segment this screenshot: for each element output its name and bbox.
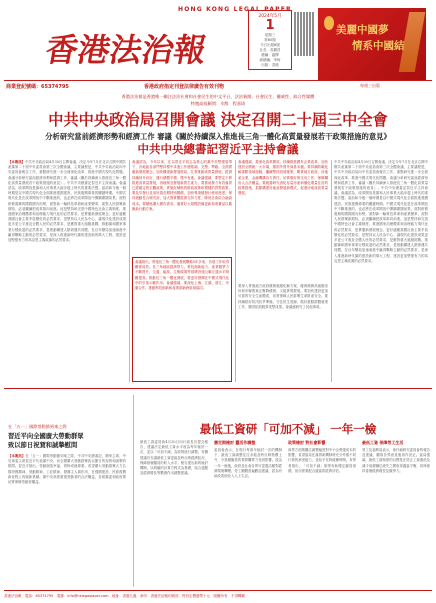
lead-column-5: 中共中央政治局4月30日召開會議，決定今年7月在北京召開中國共產黨第二十屆中央委員會第三次全體會議，主要議程是，中共中央政治局向中央委員會報告工作，重點研究進一步全面深化改革、推進中國式現代化問題。會議分析研究當前經濟形勢和經濟工作，審議《關於持續深入推進長三角一體化高質量發展若干政策措施的意見》。中共中央總書記習近平主持會議。會議認為，改革開放是黨和人民事業大踏步趕上時代的重要法寶。當前和今後一個時期是以中國式現代化全面推進強國建設、民族復興偉業的關鍵時期。中國式現代化是在改革開放中不斷推進的，也必將在改革開放中開闢廣闊前景。面對紛繁複雜的國際國內形勢，面對新一輪科技革命和產業變革，面對人民群眾新期待，必須繼續把改革推向前進。這是堅持和完善中國特色社會主義制度、推進國家治理體系和治理能力現代化的必然要求，是貫徹新發展理念、更好適應我國社會主要矛盾變化的必然要求，是堅持以人民為中心、讓現代化建設成果更多更公平惠及全體人民的必然要求，是應對重大風險挑戰、推動黨和國家事業行穩致遠的必然要求，是推動構建人類命運共同體、在百年變局加速演進中贏得戰略主動的必然要求，是深入推進新時代黨的建設新的偉大工程、建設更加堅強有力的馬克思主義政黨的必然要求。 — [334, 160, 428, 263]
lantern-icon — [324, 16, 334, 30]
tagline-1: 香港法治報是香港唯一關注法治社會和社會民生的中文平台，法治新聞、社會民生、權威性、綜合性媒體 — [121, 94, 315, 99]
wage-column-2: 委員會表示，在現行每兩年檢討一次的機制下，最低工資調整往往未能及時反映物價上升，令基層僱員的實際購買力受到影響。改為一年一檢後，政府及社會各界可更靈活應對經濟環境轉變。勞工團體普遍歡迎建議，認為有助改善低收入人士生活。 — [214, 448, 282, 479]
lead-column-4: 要深入實施地方政府債務風險化解方案，確保債務高風險省份和市縣既真正壓降債務、又能實現發展。要加快建設更加可靠的安全生產體系，切實保障人民群眾生命財產安全。要持續抓好防汛抗旱準備，守住民生底線，做好重點群體就業工作，鞏固拓展脫貧攻堅成果。會議還研究了其他事項。 — [238, 284, 328, 309]
sidebar-body-text: 在「五一」國際勞動節到來之際，中共中央總書記、國家主席、中央軍委主席習近平代表黨中央，向全國廣大勞動群眾致以節日的祝賀和誠摯的慰問。習近平指出，勞動創造幸福，實幹成就偉業。希望廣大勞動群眾大力弘揚勞模精神、勞動精神、工匠精神，發揮主人翁作用，在強國建設、民族復興新征程上再創新業績。黨中央高度重視勞動者的合法權益，各級黨委和政府要切實保障勞動者權益。 — [8, 454, 126, 485]
banner-line-1: 美麗中國夢 — [336, 24, 389, 36]
wage-headline: 最低工資研「可加不減」 一年一檢 — [199, 422, 377, 436]
lead-highlight-box: 會議指出，實施長三角一體化發展戰略5年多來，各項工作取得顯著成效，長三角地區經濟實力、科技創新能力、產業競爭力不斷提升，交通、能源、生態環境等基礎設施互聯互通水平明顯提高。推動長三角一體化發展，要更好發揮在中國式現代化中的引領示範作用。會議強調，要深化上海、江蘇、浙江、安徽合作，推動科技創新和產業創新跨區域協同。 — [132, 257, 232, 382]
wage-column-4: 勞工及福利局表示，會仔細研究委員會的報告及建議，聽取各界意見後再作決定。當局強調，最低工資制度的目標是在防止工資過低及減少低薪職位流失之間取得適當平衡，同時維持香港經濟增長及競爭力。 — [362, 448, 430, 473]
sidebar-headline-1: 習近平向全國廣大勞動群眾 — [8, 433, 84, 440]
date-line-4: 社長：高麗昌 — [259, 48, 281, 52]
lead-column-2: 會議認為，今年以來，在以習近平同志為核心的黨中央堅強領導下，各地區各部門堅持穩中求進工作總基調，完整、準確、全面貫徹新發展理念，加快構建新發展格局，扎實推動高質量發展，經濟持續回升向好，運行總體平穩、穩中有進。會議強調，要堅定不移推進高質量發展，因地制宜發展新質生產力。要靠前發力有效落實已經確定的宏觀政策，實施好積極的財政政策和穩健的貨幣政策。要及早發行並用好超長期特別國債，加快專項債發行使用進度，保持流動性合理充裕，加大對實體經濟支持力度，降低社會綜合融資成本。要積極擴大國內需求，落實好大規模設備更新和消費品以舊換新行動方案。 — [132, 160, 232, 211]
issue-info: 每週三出版 — [360, 83, 380, 88]
lead-tag: 【本報訊】 — [8, 160, 26, 164]
masthead-rule — [4, 80, 432, 81]
date-label: 2024年5月 — [258, 14, 282, 19]
column-divider — [129, 160, 130, 382]
ad-banner — [318, 8, 426, 80]
date-line-7: 出版：香港 — [261, 63, 279, 67]
wage-subhead-1: 應定期檢討 靈活作調整 — [214, 440, 256, 445]
registration-number: 商業登記號碼：65374795 — [6, 84, 69, 90]
wage-column-1: 最低工資委員會4月30日向行政長官提交報告，建議法定最低工資水平改為每年檢討一次，並以「可加不減」為原則進行調整。有關建議旨在讓最低工資更能及時反映經濟狀況，保障基層僱員的收入水平。報告提出新的檢討機制，以明確的計算方程式為基礎，結合通脹及經濟增長等數據作出調整建議。 — [140, 440, 208, 476]
date-line-1: 星期三 — [264, 33, 276, 37]
column-divider — [331, 160, 332, 382]
date-line-5: 總編：盧柳 — [261, 53, 279, 57]
lead-byline-headline: 中共中央總書記習近平主持會議 — [137, 142, 299, 156]
sidebar-kicker: 在「五一」國際勞動節到來之際 — [8, 424, 67, 429]
date-line-2: 第80期 — [264, 38, 276, 42]
masthead — [0, 0, 436, 93]
approval-text: 香港政府指定刊登法律廣告有效刊物 — [144, 84, 225, 90]
wage-column-3: 商界方面則關注調整幅度對中小企營運成本的影響，希望當局在落實新機制時充分考慮不同行業的承受能力，並給予足夠緩衝時間。有學者指出，「可加不減」原則有助穩定僱員預期，但亦需要配合適當的經濟評估。 — [288, 448, 356, 473]
date-line-3: 今日出版8版 — [260, 43, 280, 47]
lead-headline: 中共中央政治局召開會議 決定召開二十屆三中全會 — [48, 111, 388, 129]
date-day: 1 — [265, 18, 275, 33]
section-rule — [4, 388, 432, 389]
column-divider — [133, 395, 134, 587]
wage-subhead-2: 政策檢討 對社會影響 — [288, 440, 326, 445]
masthead-logo: 香港法治報 — [42, 31, 210, 69]
date-box — [248, 10, 292, 70]
lead-subheadline: 分析研究當前經濟形勢和經濟工作 審議《關於持續深入推進長三角一體化高質量發展若干政策措施的意見》 — [45, 132, 391, 141]
masthead-english-name: HONG KONG LEGAL PAPER — [178, 6, 292, 13]
sidebar-body — [8, 454, 126, 586]
tagline-2: 特邀高級顧問：辛散 程嘉琦 — [190, 101, 246, 106]
sidebar-tag: 【本報訊】 — [8, 454, 26, 458]
lead-column-1 — [8, 160, 126, 382]
banner-line-2: 情系中國結 — [352, 40, 405, 52]
lead-column-3: 會議強調，要深化改革開放，持續推進國有企業改革，加快建設全國統一大市場，鞏固外貿外資基本盤。要持續防範化解重點領域風險，繼續堅持因城施策，壓實地方政府、房地產企業、金融機構各方責任，切實做好保交房工作，保障購房人合法權益。要統籌研究消化存量房產和優化增量住房的政策措施，抓緊構建房地產發展新模式，促進房地產高質量發展。 — [238, 160, 328, 196]
column-divider — [235, 160, 236, 382]
qr-code-icon — [294, 12, 314, 56]
sidebar-headline-2: 致以節日祝賀和誠摯慰問 — [8, 442, 78, 449]
wage-subhead-3: 最低工資 保障勞工生活 — [362, 440, 404, 445]
lead-column-1-text: 中共中央政治局4月30日召開會議，決定今年7月在北京召開中國共產黨第二十屆中央委員會第三次全體會議，主要議程是，中共中央政治局向中央委員會報告工作，重點研究進一步全面深化改革、推進中國式現代化問題。會議分析研究當前經濟形勢和經濟工作，審議《關於持續深入推進長三角一體化高質量發展若干政策措施的意見》。中共中央總書記習近平主持會議。會議認為，改革開放是黨和人民事業大踏步趕上時代的重要法寶。當前和今後一個時期是以中國式現代化全面推進強國建設、民族復興偉業的關鍵時期。中國式現代化是在改革開放中不斷推進的，也必將在改革開放中開闢廣闊前景。面對紛繁複雜的國際國內形勢，面對新一輪科技革命和產業變革，面對人民群眾新期待，必須繼續把改革推向前進。這是堅持和完善中國特色社會主義制度、推進國家治理體系和治理能力現代化的必然要求，是貫徹新發展理念、更好適應我國社會主要矛盾變化的必然要求，是堅持以人民為中心、讓現代化建設成果更多更公平惠及全體人民的必然要求，是應對重大風險挑戰、推動黨和國家事業行穩致遠的必然要求，是推動構建人類命運共同體、在百年變局加速演進中贏得戰略主動的必然要求，是深入推進新時代黨的建設新的偉大工程、建設更加堅強有力的馬克思主義政黨的必然要求。 — [8, 160, 126, 243]
footer: 香港法治報 電話：65374795 電郵：info@hklegalpaper.com 地址：香港九龍 承印：香港法治報印刷部 每份定價港幣十元 版權所有 不得轉載 — [4, 590, 432, 601]
date-line-6: 副總編：李柯 — [259, 58, 281, 62]
